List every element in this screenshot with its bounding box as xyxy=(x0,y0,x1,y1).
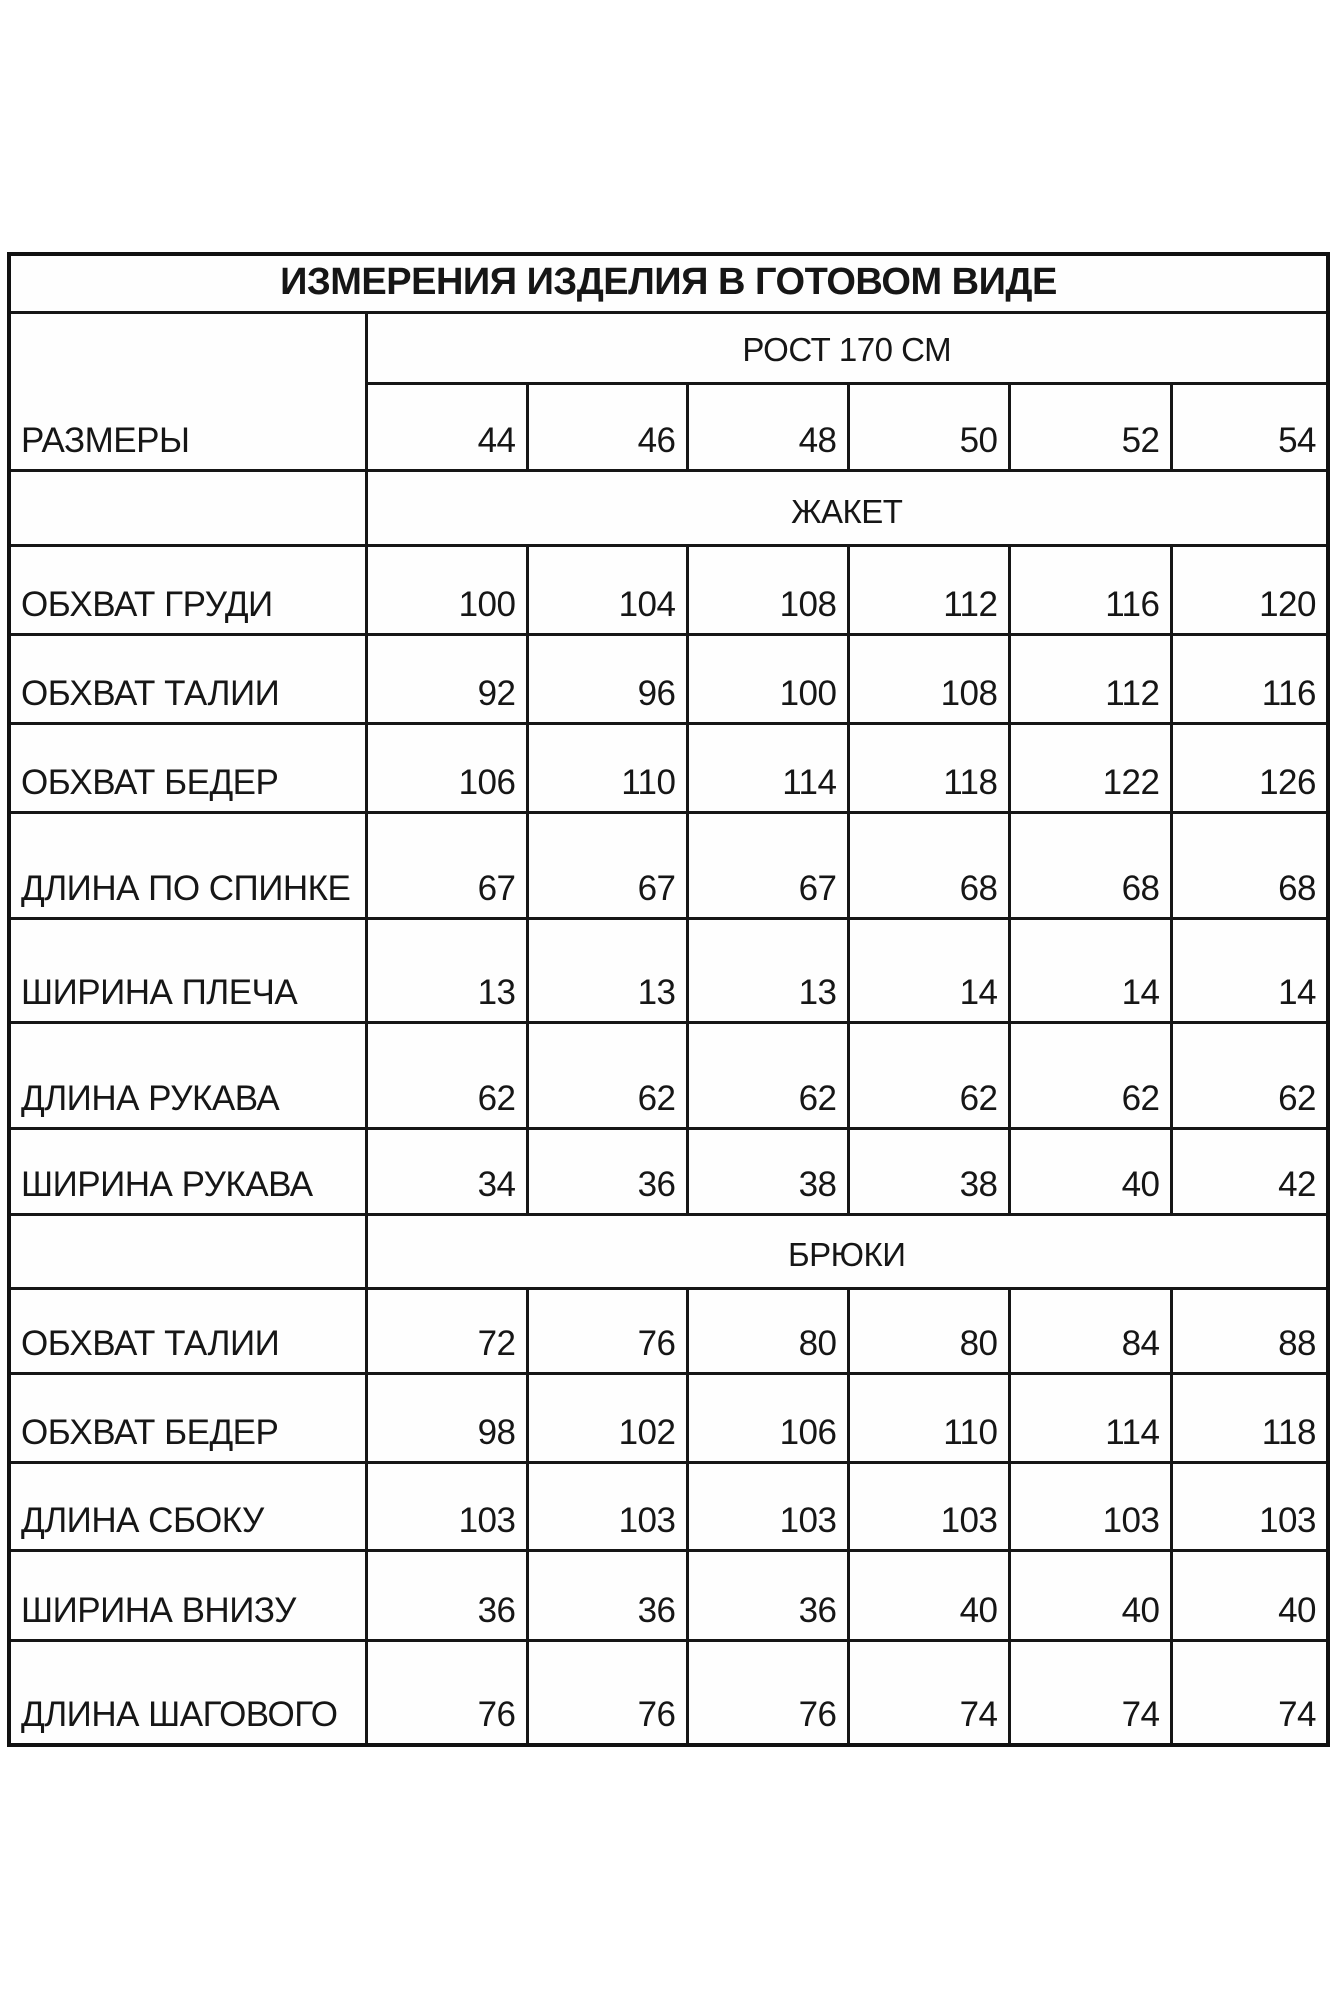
measurement-value: 38 xyxy=(687,1128,848,1214)
measurement-value: 88 xyxy=(1171,1288,1328,1373)
measurement-value: 36 xyxy=(366,1550,527,1640)
empty-cell xyxy=(9,470,366,545)
table-row xyxy=(9,1373,1328,1462)
measurement-value: 103 xyxy=(1009,1462,1171,1550)
size-value: 44 xyxy=(366,383,527,470)
measurement-value: 114 xyxy=(687,723,848,812)
measurement-value: 40 xyxy=(848,1550,1009,1640)
measurement-value: 62 xyxy=(687,1022,848,1128)
row-label: ОБХВАТ БЕДЕР xyxy=(9,723,366,812)
measurement-value: 110 xyxy=(527,723,687,812)
measurement-value: 112 xyxy=(848,545,1009,634)
row-label: ШИРИНА РУКАВА xyxy=(9,1128,366,1214)
table-row xyxy=(9,1022,1328,1128)
measurement-value: 103 xyxy=(366,1462,527,1550)
measurement-value: 76 xyxy=(687,1640,848,1745)
row-label: ШИРИНА ВНИЗУ xyxy=(9,1550,366,1640)
section-header-jacket: ЖАКЕТ xyxy=(366,470,1328,545)
measurement-value: 118 xyxy=(1171,1373,1328,1462)
size-value: 50 xyxy=(848,383,1009,470)
measurement-value: 36 xyxy=(687,1550,848,1640)
measurement-value: 40 xyxy=(1009,1128,1171,1214)
measurement-value: 13 xyxy=(366,918,527,1022)
table-row xyxy=(9,812,1328,918)
section-header-trousers: БРЮКИ xyxy=(366,1214,1328,1288)
measurement-value: 122 xyxy=(1009,723,1171,812)
measurement-value: 68 xyxy=(1009,812,1171,918)
measurement-value: 80 xyxy=(848,1288,1009,1373)
measurement-value: 100 xyxy=(687,634,848,723)
size-value: 52 xyxy=(1009,383,1171,470)
measurement-value: 62 xyxy=(848,1022,1009,1128)
row-label: ОБХВАТ БЕДЕР xyxy=(9,1373,366,1462)
table-row xyxy=(9,634,1328,723)
height-header: РОСТ 170 СМ xyxy=(366,312,1328,383)
measurement-value: 103 xyxy=(687,1462,848,1550)
measurement-value: 36 xyxy=(527,1128,687,1214)
measurement-value: 74 xyxy=(1009,1640,1171,1745)
measurement-value: 74 xyxy=(848,1640,1009,1745)
measurement-value: 14 xyxy=(848,918,1009,1022)
measurement-value: 104 xyxy=(527,545,687,634)
section-header-row xyxy=(9,1214,1328,1288)
table-row xyxy=(9,1640,1328,1745)
table-row xyxy=(9,723,1328,812)
measurement-value: 36 xyxy=(527,1550,687,1640)
row-label: ДЛИНА СБОКУ xyxy=(9,1462,366,1550)
table-row xyxy=(9,1462,1328,1550)
table-title: ИЗМЕРЕНИЯ ИЗДЕЛИЯ В ГОТОВОМ ВИДЕ xyxy=(9,254,1328,312)
row-label: ШИРИНА ПЛЕЧА xyxy=(9,918,366,1022)
measurement-value: 76 xyxy=(527,1640,687,1745)
measurement-value: 42 xyxy=(1171,1128,1328,1214)
measurement-table xyxy=(7,252,1330,1747)
measurement-value: 114 xyxy=(1009,1373,1171,1462)
measurement-value: 110 xyxy=(848,1373,1009,1462)
measurement-value: 103 xyxy=(848,1462,1009,1550)
measurement-value: 100 xyxy=(366,545,527,634)
table-row xyxy=(9,1128,1328,1214)
title-row xyxy=(9,254,1328,312)
sizes-row-label: РАЗМЕРЫ xyxy=(9,312,366,470)
table-row xyxy=(9,1288,1328,1373)
measurement-value: 116 xyxy=(1009,545,1171,634)
measurement-value: 38 xyxy=(848,1128,1009,1214)
measurement-value: 116 xyxy=(1171,634,1328,723)
measurement-value: 67 xyxy=(527,812,687,918)
table-row xyxy=(9,1550,1328,1640)
measurement-value: 14 xyxy=(1171,918,1328,1022)
measurement-value: 62 xyxy=(1171,1022,1328,1128)
measurement-value: 108 xyxy=(687,545,848,634)
height-header-row xyxy=(9,312,1328,383)
measurement-value: 118 xyxy=(848,723,1009,812)
table-row xyxy=(9,918,1328,1022)
section-header-row xyxy=(9,470,1328,545)
row-label: ДЛИНА РУКАВА xyxy=(9,1022,366,1128)
measurement-value: 80 xyxy=(687,1288,848,1373)
measurement-value: 62 xyxy=(1009,1022,1171,1128)
measurement-value: 13 xyxy=(527,918,687,1022)
measurement-value: 14 xyxy=(1009,918,1171,1022)
table-row xyxy=(9,545,1328,634)
measurement-value: 84 xyxy=(1009,1288,1171,1373)
measurement-value: 102 xyxy=(527,1373,687,1462)
measurement-value: 98 xyxy=(366,1373,527,1462)
measurement-value: 76 xyxy=(527,1288,687,1373)
row-label: ДЛИНА ПО СПИНКЕ xyxy=(9,812,366,918)
measurement-value: 40 xyxy=(1171,1550,1328,1640)
measurement-value: 96 xyxy=(527,634,687,723)
measurement-value: 126 xyxy=(1171,723,1328,812)
measurement-value: 68 xyxy=(1171,812,1328,918)
measurement-value: 67 xyxy=(366,812,527,918)
measurement-value: 112 xyxy=(1009,634,1171,723)
measurement-value: 103 xyxy=(527,1462,687,1550)
empty-cell xyxy=(9,1214,366,1288)
measurement-value: 68 xyxy=(848,812,1009,918)
measurement-value: 40 xyxy=(1009,1550,1171,1640)
measurement-value: 67 xyxy=(687,812,848,918)
row-label: ОБХВАТ ГРУДИ xyxy=(9,545,366,634)
measurement-value: 62 xyxy=(527,1022,687,1128)
measurement-value: 76 xyxy=(366,1640,527,1745)
size-value: 48 xyxy=(687,383,848,470)
measurement-value: 108 xyxy=(848,634,1009,723)
measurement-value: 13 xyxy=(687,918,848,1022)
measurement-value: 106 xyxy=(687,1373,848,1462)
size-value: 54 xyxy=(1171,383,1328,470)
measurement-value: 62 xyxy=(366,1022,527,1128)
measurement-value: 72 xyxy=(366,1288,527,1373)
measurement-value: 103 xyxy=(1171,1462,1328,1550)
measurement-value: 34 xyxy=(366,1128,527,1214)
size-value: 46 xyxy=(527,383,687,470)
measurement-value: 106 xyxy=(366,723,527,812)
measurement-value: 74 xyxy=(1171,1640,1328,1745)
measurement-table-container xyxy=(7,252,1326,1747)
row-label: ОБХВАТ ТАЛИИ xyxy=(9,634,366,723)
row-label: ОБХВАТ ТАЛИИ xyxy=(9,1288,366,1373)
row-label: ДЛИНА ШАГОВОГО xyxy=(9,1640,366,1745)
measurement-value: 120 xyxy=(1171,545,1328,634)
measurement-value: 92 xyxy=(366,634,527,723)
